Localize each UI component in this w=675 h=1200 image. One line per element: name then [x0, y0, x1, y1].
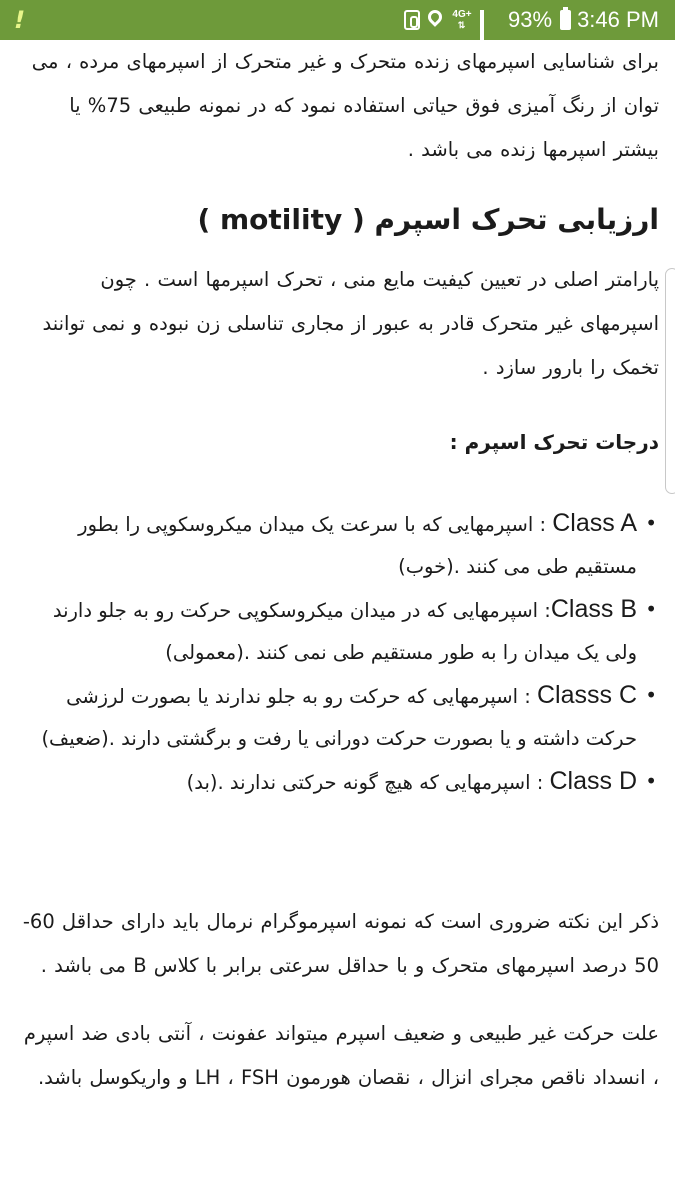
network-type-label: 4G+ [452, 8, 472, 20]
clipboard-icon [404, 10, 420, 30]
list-item-class-d [18, 760, 637, 804]
class-c-description: اسپرمهایی که حرکت رو به جلو ندارند یا بصورت لرزشی حرکت داشته و یا بصورت حرکت دورانی یا رفت و برگشتی دارند .(ضعیف) [41, 685, 637, 750]
list-item-class-c [18, 674, 637, 760]
network-type-icon: 4G+ ⇅ [452, 8, 472, 30]
class-a-label: Class A [552, 509, 637, 537]
class-b-separator: : [538, 599, 551, 622]
class-d-label: Class D [549, 767, 637, 795]
motility-classes-list [18, 502, 659, 804]
motility-paragraph: پارامتر اصلی در تعیین کیفیت مایع منی ، تحرک اسپرمها است . چون اسپرمهای غیر متحرک قادر به عبور از مجاری تناسلی زن نبوده و نمی توانند تخمک را بارور سازد . [42, 268, 659, 379]
grades-title: درجات تحرک اسپرم : [449, 430, 659, 454]
battery-icon [560, 10, 571, 30]
intro-paragraph: برای شناسایی اسپرمهای زنده متحرک و غیر متحرک از اسپرمهای مرده ، می توان از رنگ آمیزی فوق حیاتی استفاده نمود که در نمونه طبیعی 75% یا بیشتر اسپرمها زنده می باشد . [31, 50, 659, 161]
location-icon [425, 7, 445, 27]
article-content [18, 40, 659, 1100]
battery-percent: 93% [508, 7, 553, 32]
section-title-motility: ارزیابی تحرک اسپرم ( motility ) [197, 203, 659, 236]
class-a-separator: : [533, 513, 553, 536]
scroll-handle[interactable] [665, 268, 675, 494]
signal-icon [480, 10, 502, 30]
causes-paragraph: علت حرکت غیر طبیعی و ضعیف اسپرم میتواند عفونت ، آنتی بادی ضد اسپرم ، انسداد ناقص مجرای انزال ، نقصان هورمون LH ، FSH و واریکوسل باشد. [23, 1022, 659, 1089]
normal-spermogram-paragraph: ذکر این نکته ضروری است که نمونه اسپرموگرام نرمال باید دارای حداقل 60-50 درصد اسپرمهای متحرک و با حداقل سرعتی برابر با کلاس B می باشد . [22, 910, 659, 977]
clock: 3:46 PM [577, 7, 659, 32]
class-a-description: اسپرمهایی که با سرعت یک میدان میکروسکوپی را بطور مستقیم طی می کنند .(خوب) [78, 513, 637, 578]
class-d-description: اسپرمهایی که هیچ گونه حرکتی ندارند .(بد) [186, 771, 531, 794]
class-d-separator: : [530, 771, 550, 794]
status-bar [0, 0, 675, 40]
exclamation-icon: ! [11, 6, 28, 34]
class-b-description: اسپرمهایی که در میدان میکروسکوپی حرکت رو به جلو دارند ولی یک میدان را به طور مستقیم طی نمی کنند .(معمولی) [52, 599, 637, 664]
class-b-label: Class B [550, 595, 637, 623]
class-c-label: Classs C [536, 681, 637, 709]
status-icons [404, 0, 659, 40]
list-item-class-b [18, 588, 637, 674]
list-item-class-a [18, 502, 637, 588]
class-c-separator: : [518, 685, 537, 708]
